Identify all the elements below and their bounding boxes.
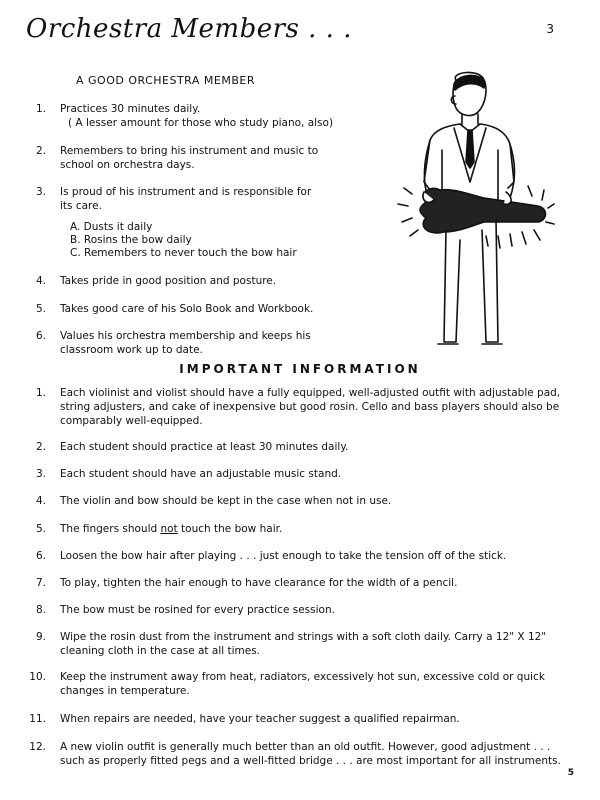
item-number: 4. xyxy=(35,275,46,287)
page-number: 3 xyxy=(546,22,554,36)
item-number: 3. xyxy=(35,186,46,198)
item-number: 2. xyxy=(35,145,46,157)
item-text: Remembers to bring his instrument and music to xyxy=(60,145,319,157)
item-number: 9. xyxy=(35,631,46,643)
item-text-continued: ( A lesser amount for those who study piano, also) xyxy=(68,117,334,129)
item-number: 5. xyxy=(35,303,46,315)
sub-item: C. Remembers to never touch the bow hair xyxy=(70,247,297,259)
member-section-title: A GOOD ORCHESTRA MEMBER xyxy=(76,74,255,87)
item-text: To play, tighten the hair enough to have clearance for the width of a pencil. xyxy=(60,577,458,589)
item-text: Each student should have an adjustable music stand. xyxy=(60,468,342,480)
item-number: 3. xyxy=(35,468,46,480)
item-number: 12. xyxy=(29,741,46,753)
text-after: touch the bow hair. xyxy=(177,523,283,535)
item-text: Values his orchestra membership and keeps his xyxy=(60,330,311,342)
item-number: 5. xyxy=(35,523,46,535)
sub-item: A. Dusts it daily xyxy=(70,221,153,233)
text-underlined: not xyxy=(160,523,178,535)
violinist-illustration xyxy=(388,70,568,350)
right-leg xyxy=(482,220,498,342)
hand-right xyxy=(504,192,511,204)
item-number: 6. xyxy=(35,330,46,342)
item-text: Takes good care of his Solo Book and Workbook. xyxy=(60,303,314,315)
item-number: 1. xyxy=(35,103,46,115)
item-text: Takes pride in good position and posture. xyxy=(60,275,277,287)
item-text: Each student should practice at least 30 minutes daily. xyxy=(60,441,349,453)
item-text: The bow must be rosined for every practice session. xyxy=(60,604,335,616)
item-text-continued: its care. xyxy=(60,200,102,212)
item-text: A new violin outfit is generally much better than an old outfit. However, good adjustment . . . such as properly fitted pegs and a well-fitted bridge . . . are most important for all instruments. xyxy=(60,741,561,767)
sub-item: B. Rosins the bow daily xyxy=(70,234,192,246)
item-text: Loosen the bow hair after playing . . . just enough to take the tension off of the stick. xyxy=(60,550,507,562)
item-number: 11. xyxy=(29,713,46,725)
left-leg xyxy=(444,230,460,342)
hair xyxy=(454,75,485,90)
violin-case xyxy=(420,188,546,233)
item-text-continued: classroom work up to date. xyxy=(60,344,203,356)
item-text: Practices 30 minutes daily. xyxy=(60,103,201,115)
item-number: 8. xyxy=(35,604,46,616)
item-text xyxy=(60,522,572,536)
item-number: 7. xyxy=(35,577,46,589)
item-number: 6. xyxy=(35,550,46,562)
item-text: The violin and bow should be kept in the case when not in use. xyxy=(60,495,392,507)
item-number: 1. xyxy=(35,387,46,399)
item-number: 2. xyxy=(35,441,46,453)
tie xyxy=(466,130,474,168)
item-text: Each violinist and violist should have a fully equipped, well-adjusted outfit with adjustable pad, string adjusters, and cake of inexpensive but good rosin. Cello and bass players should also be comparably well-equipped. xyxy=(60,387,561,427)
page-title: Orchestra Members . . . xyxy=(26,14,352,44)
text-before: The fingers should xyxy=(60,523,161,535)
item-text: Keep the instrument away from heat, radiators, excessively hot sun, excessive cold or quick changes in temperature. xyxy=(60,671,545,697)
footer-page-number: 5 xyxy=(567,768,574,778)
item-number: 4. xyxy=(35,495,46,507)
item-number: 10. xyxy=(29,671,46,683)
item-text-continued: school on orchestra days. xyxy=(60,159,195,171)
item-text: Wipe the rosin dust from the instrument and strings with a soft cloth daily. Carry a 12" X 12" cleaning cloth in the case at all times. xyxy=(60,631,547,657)
item-text: Is proud of his instrument and is responsible for xyxy=(60,186,312,198)
info-section-title: IMPORTANT INFORMATION xyxy=(179,362,421,376)
item-text: When repairs are needed, have your teacher suggest a qualified repairman. xyxy=(60,713,460,725)
